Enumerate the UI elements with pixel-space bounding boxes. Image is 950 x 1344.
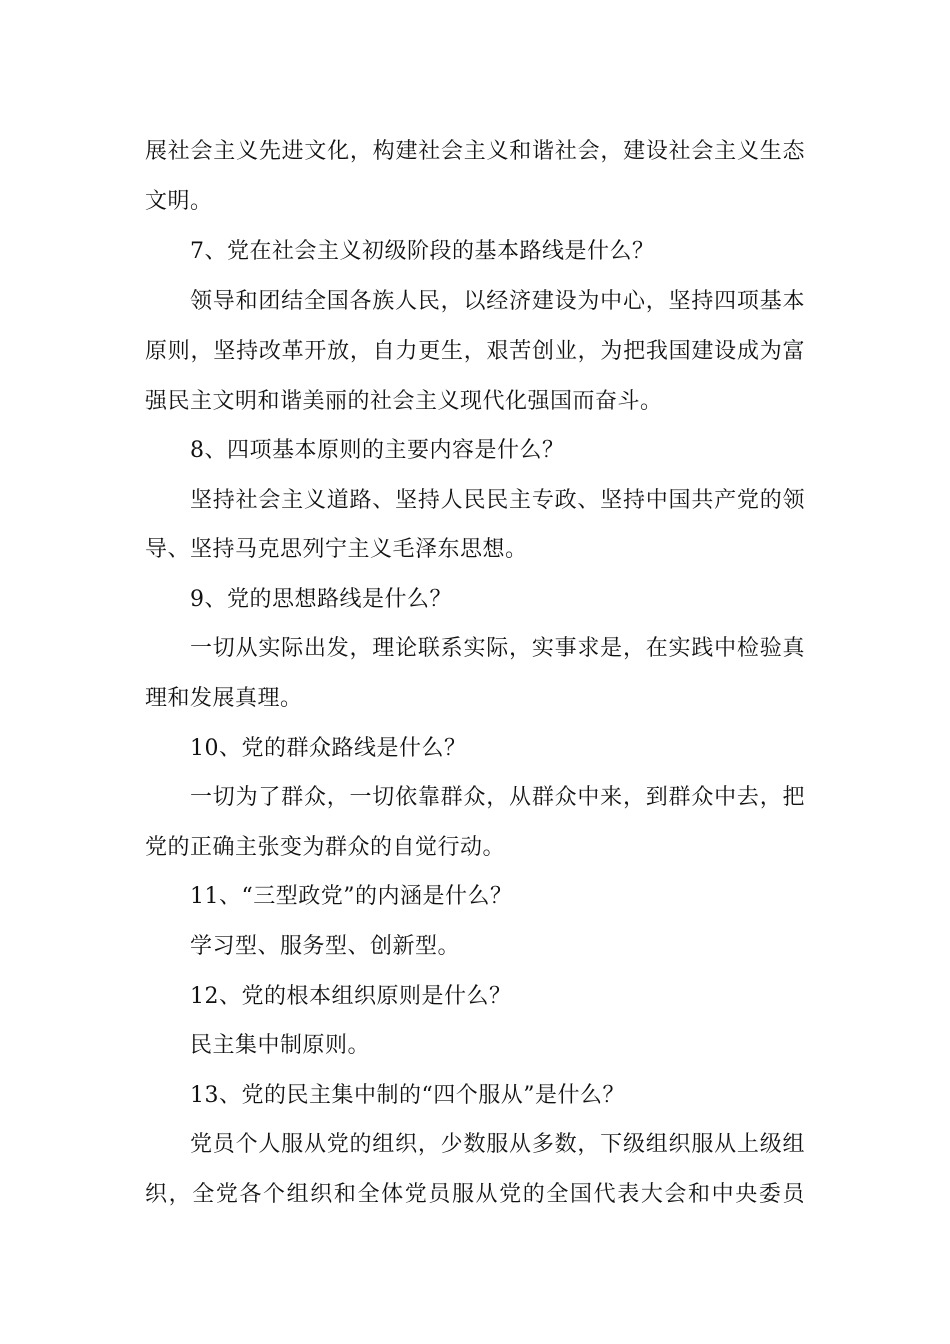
answer-text-line: 学习型、服务型、创新型。 (190, 934, 461, 959)
body-text-line: 文明。 (145, 189, 213, 214)
answer-text-line: 理和发展真理。 (145, 686, 303, 711)
answer-text-line: 一切为了群众，一切依靠群众，从群众中来，到群众中去，把 (190, 785, 805, 810)
answer-text-line: 强民主文明和谐美丽的社会主义现代化强国而奋斗。 (145, 389, 663, 414)
answer-text-line: 坚持社会主义道路、坚持人民民主专政、坚持中国共产党的领 (190, 488, 805, 513)
body-text-line: 展社会主义先进文化，构建社会主义和谐社会，建设社会主义生态 (145, 139, 805, 164)
question-heading: 10、党的群众路线是什么？ (190, 736, 467, 761)
answer-text-line: 导、坚持马克思列宁主义毛泽东思想。 (145, 537, 528, 562)
answer-text-line: 民主集中制原则。 (190, 1033, 371, 1058)
answer-text-line: 织，全党各个组织和全体党员服从党的全国代表大会和中央委员 (145, 1182, 805, 1207)
question-heading: 7、党在社会主义初级阶段的基本路线是什么？ (190, 239, 655, 264)
answer-text-line: 一切从实际出发，理论联系实际，实事求是，在实践中检验真 (190, 636, 805, 661)
answer-text-line: 党员个人服从党的组织，少数服从多数，下级组织服从上级组 (190, 1132, 805, 1157)
question-heading: 11、“三型政党”的内涵是什么？ (190, 884, 513, 909)
question-heading: 8、四项基本原则的主要内容是什么？ (190, 438, 565, 463)
question-heading: 12、党的根本组织原则是什么？ (190, 984, 512, 1009)
question-heading: 13、党的民主集中制的“四个服从”是什么？ (190, 1083, 625, 1108)
question-heading: 9、党的思想路线是什么？ (190, 587, 452, 612)
answer-text-line: 领导和团结全国各族人民，以经济建设为中心，坚持四项基本 (190, 289, 805, 314)
answer-text-line: 原则，坚持改革开放，自力更生，艰苦创业，为把我国建设成为富 (145, 339, 805, 364)
answer-text-line: 党的正确主张变为群众的自觉行动。 (145, 835, 506, 860)
